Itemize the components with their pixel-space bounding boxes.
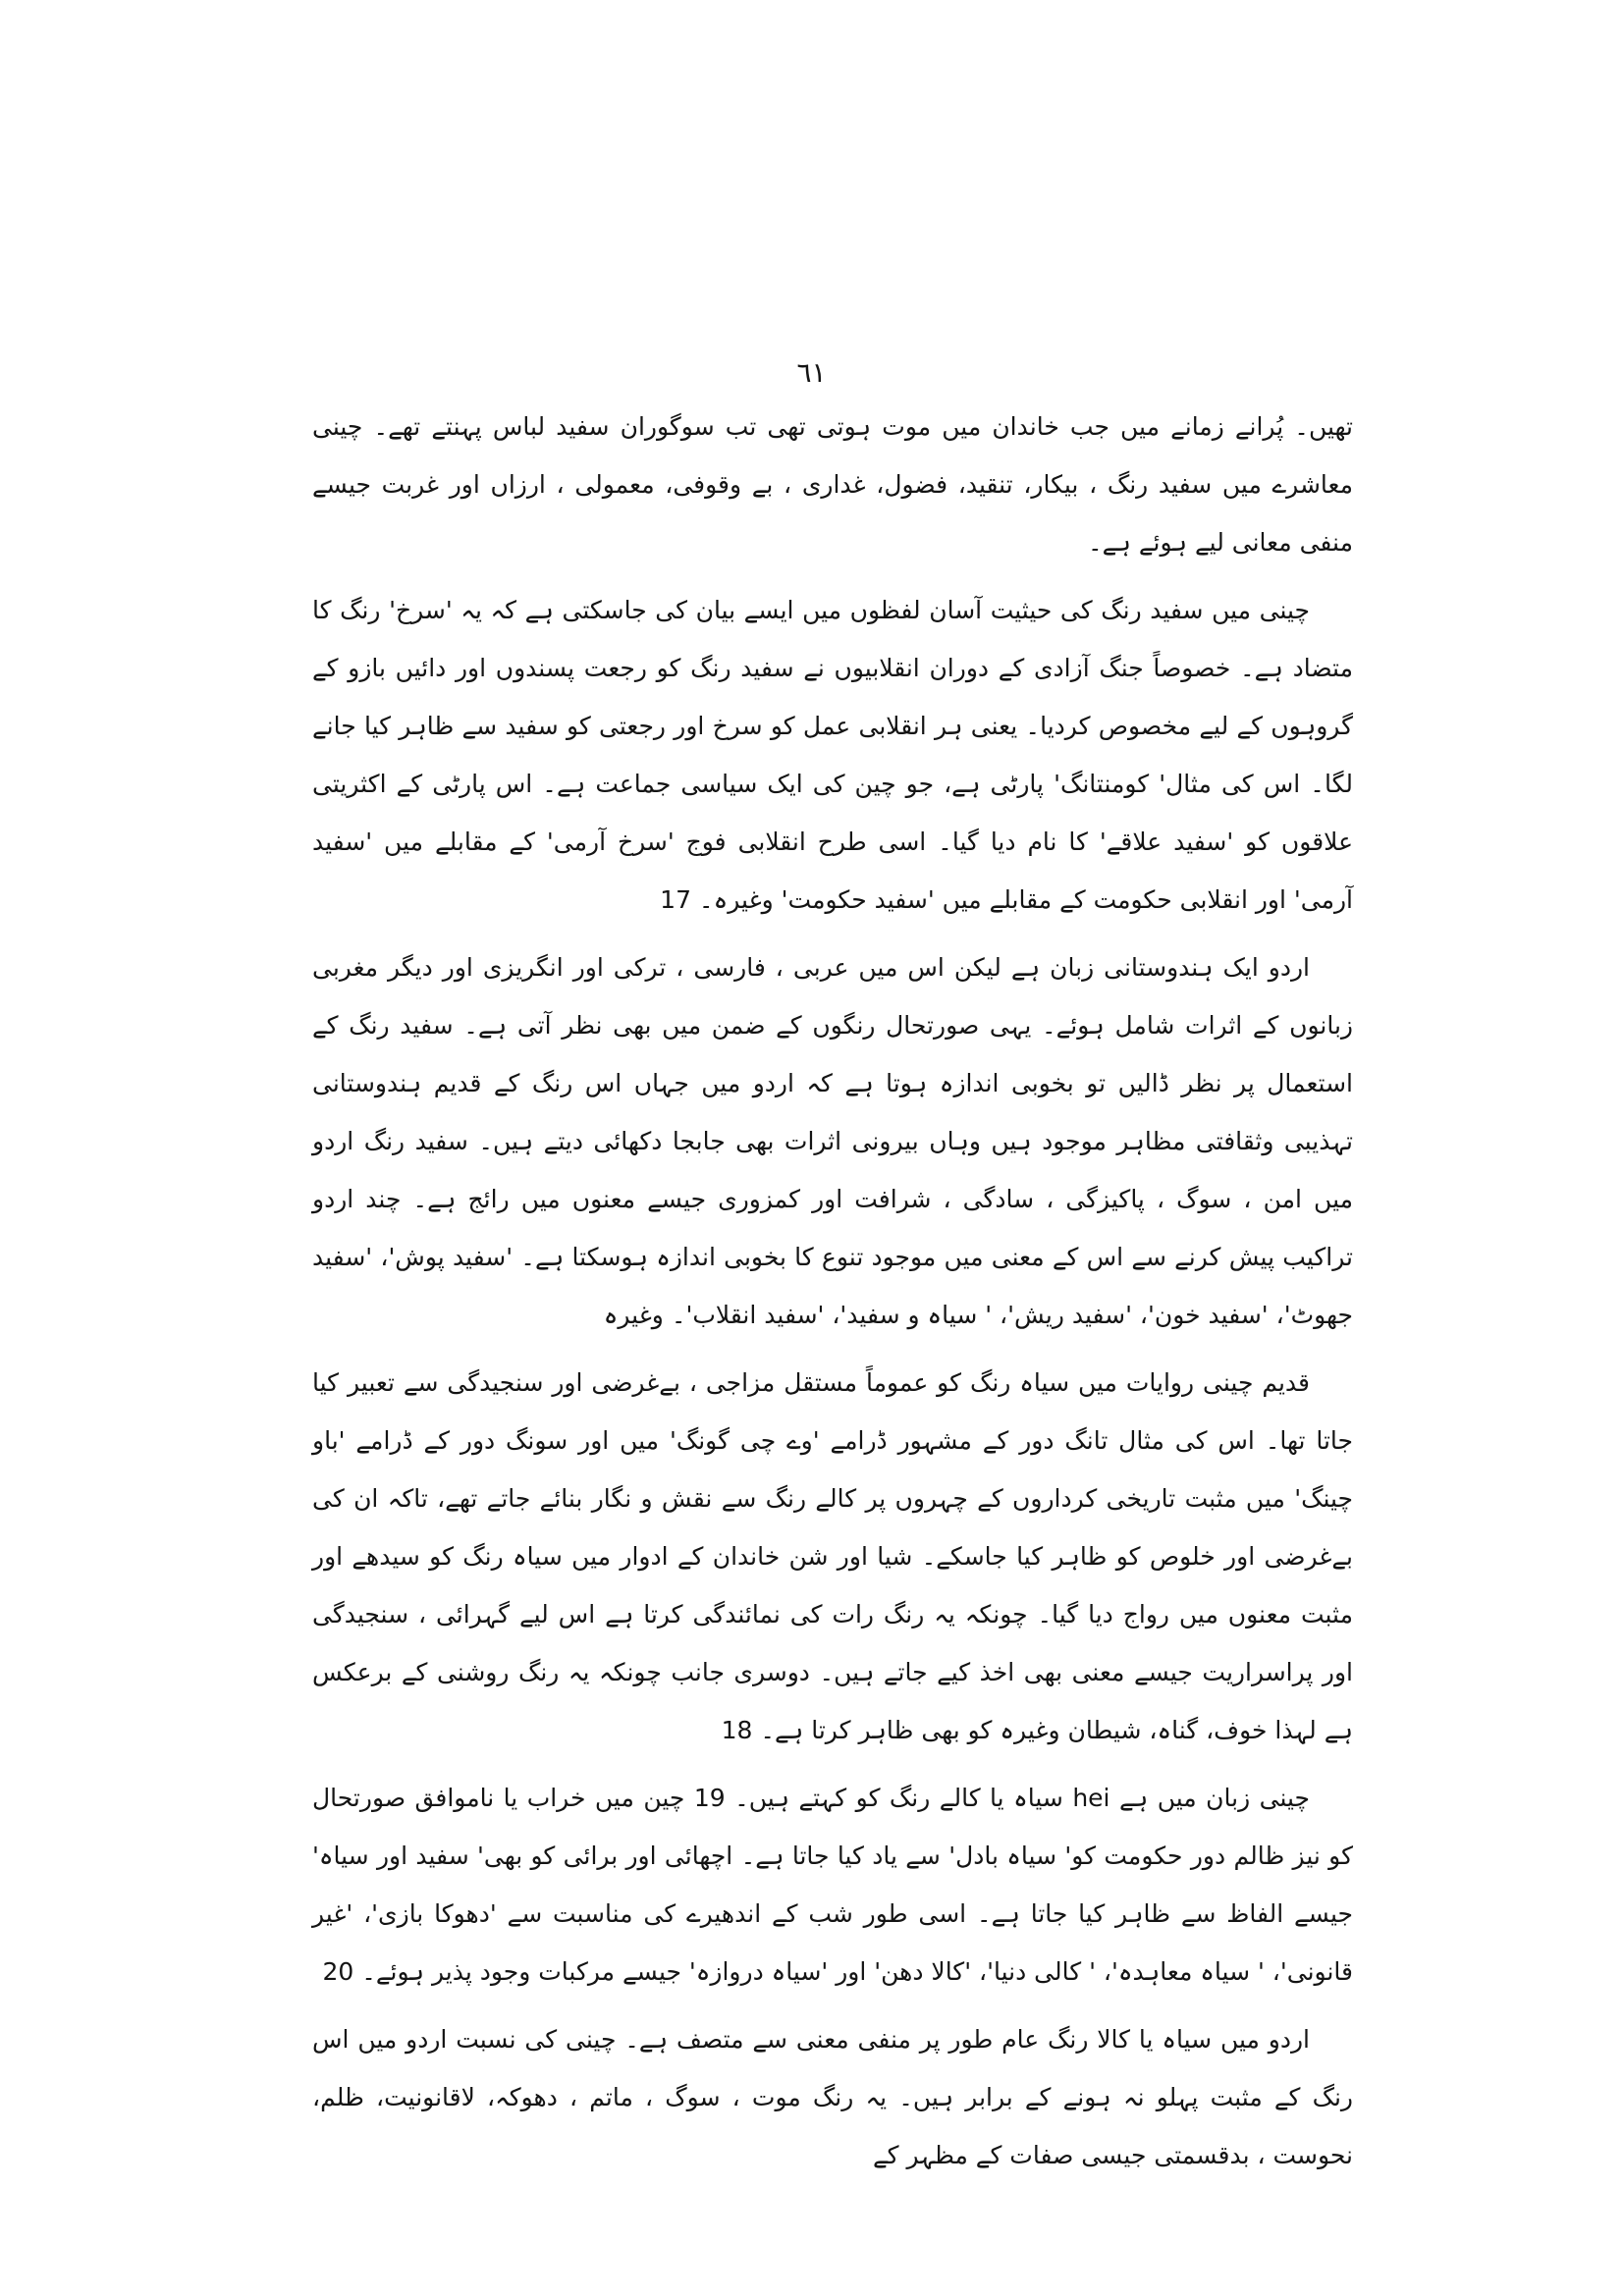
paragraph: قدیم چینی روایات میں سیاہ رنگ کو عموماً مستقل مزاجی ، بےغرضی اور سنجیدگی سے تعبیر کیا جاتا تھا۔ اس کی مثال تانگ دور کے مشہور ڈرامے 'وے چی گونگ' میں اور سونگ دور کے ڈرامے 'باو چینگ' میں مثبت تاریخی کرداروں کے چہروں پر کالے رنگ سے نقش و نگار بنائے جاتے تھے، تاکہ ان کی بےغرضی اور خلوص کو ظاہر کیا جاسکے۔ شیا اور شن خاندان کے ادوار میں سیاہ رنگ کو سیدھے اور مثبت معنوں میں رواج دیا گیا۔ چونکہ یہ رنگ رات کی نمائندگی کرتا ہے اس لیے گہرائی ، سنجیدگی اور پراسراریت جیسے معنی بھی اخذ کیے جاتے ہیں۔ دوسری جانب چونکہ یہ رنگ روشنی کے برعکس ہے لہذا خوف، گناہ، شیطان وغیرہ کو بھی ظاہر کرتا ہے۔ 18 — [312, 1368, 1353, 1744]
paragraph: چینی میں سفید رنگ کی حیثیت آسان لفظوں میں ایسے بیان کی جاسکتی ہے کہ یہ 'سرخ' رنگ کا متضاد ہے۔ خصوصاً جنگ آزادی کے دوران انقلابیوں نے سفید رنگ کو رجعت پسندوں اور دائیں بازو کے گروہوں کے لیے مخصوص کردیا۔ یعنی ہر انقلابی عمل کو سرخ اور رجعتی کو سفید سے ظاہر کیا جانے لگا۔ اس کی مثال' کومنتانگ' پارٹی ہے، جو چین کی ایک سیاسی جماعت ہے۔ اس پارٹی کے اکثریتی علاقوں کو 'سفید علاقے' کا نام دیا گیا۔ اسی طرح انقلابی فوج 'سرخ آرمی' کے مقابلے میں 'سفید آرمی' اور انقلابی حکومت کے مقابلے میں 'سفید حکومت' وغیرہ۔ 17 — [312, 596, 1353, 914]
page-number: ٦١ — [796, 356, 827, 389]
paragraph: اردو ایک ہندوستانی زبان ہے لیکن اس میں عربی ، فارسی ، ترکی اور انگریزی اور دیگر مغربی زبانوں کے اثرات شامل ہوئے۔ یہی صورتحال رنگوں کے ضمن میں بھی نظر آتی ہے۔ سفید رنگ کے استعمال پر نظر ڈالیں تو بخوبی اندازہ ہوتا ہے کہ اردو میں جہاں اس رنگ کے قدیم ہندوستانی تہذیبی وثقافتی مظاہر موجود ہیں وہاں بیرونی اثرات بھی جابجا دکھائی دیتے ہیں۔ سفید رنگ اردو میں امن ، سوگ ، پاکیزگی ، سادگی ، شرافت اور کمزوری جیسے معنوں میں رائج ہے۔ چند اردو تراکیب پیش کرنے سے اس کے معنی میں موجود تنوع کا بخوبی اندازہ ہوسکتا ہے۔ 'سفید پوش'، 'سفید جھوٹ'، 'سفید خون'، 'سفید ریش'، ' سیاہ و سفید'، 'سفید انقلاب'۔ وغیرہ — [312, 953, 1353, 1329]
paragraph: تھیں۔ پُرانے زمانے میں جب خاندان میں موت ہوتی تھی تب سوگوران سفید لباس پہنتے تھے۔ چینی معاشرے میں سفید رنگ ، بیکار، تنقید، فضول، غداری ، بے وقوفی، معمولی ، ارزاں اور غربت جیسے منفی معانی لیے ہوئے ہے۔ — [312, 412, 1353, 557]
page-body — [312, 398, 1353, 2194]
paragraph: چینی زبان میں ہے hei سیاہ یا کالے رنگ کو کہتے ہیں۔ 19 چین میں خراب یا ناموافق صورتحال کو نیز ظالم دور حکومت کو' سیاہ بادل' سے یاد کیا جاتا ہے۔ اچھائی اور برائی کو بھی' سفید اور سیاہ' جیسے الفاظ سے ظاہر کیا جاتا ہے۔ اسی طور شب کے اندھیرے کی مناسبت سے 'دھوکا بازی'، 'غیر قانونی'، ' سیاہ معاہدہ'، ' کالی دنیا'، 'کالا دھن' اور 'سیاہ دروازہ' جیسے مرکبات وجود پذیر ہوئے۔ 20 — [312, 1784, 1353, 1986]
paragraph: اردو میں سیاہ یا کالا رنگ عام طور پر منفی معنی سے متصف ہے۔ چینی کی نسبت اردو میں اس رنگ کے مثبت پہلو نہ ہونے کے برابر ہیں۔ یہ رنگ موت ، سوگ ، ماتم ، دھوکہ، لاقانونیت، ظلم، نحوست ، بدقسمتی جیسی صفات کے مظہر کے — [312, 2025, 1353, 2169]
